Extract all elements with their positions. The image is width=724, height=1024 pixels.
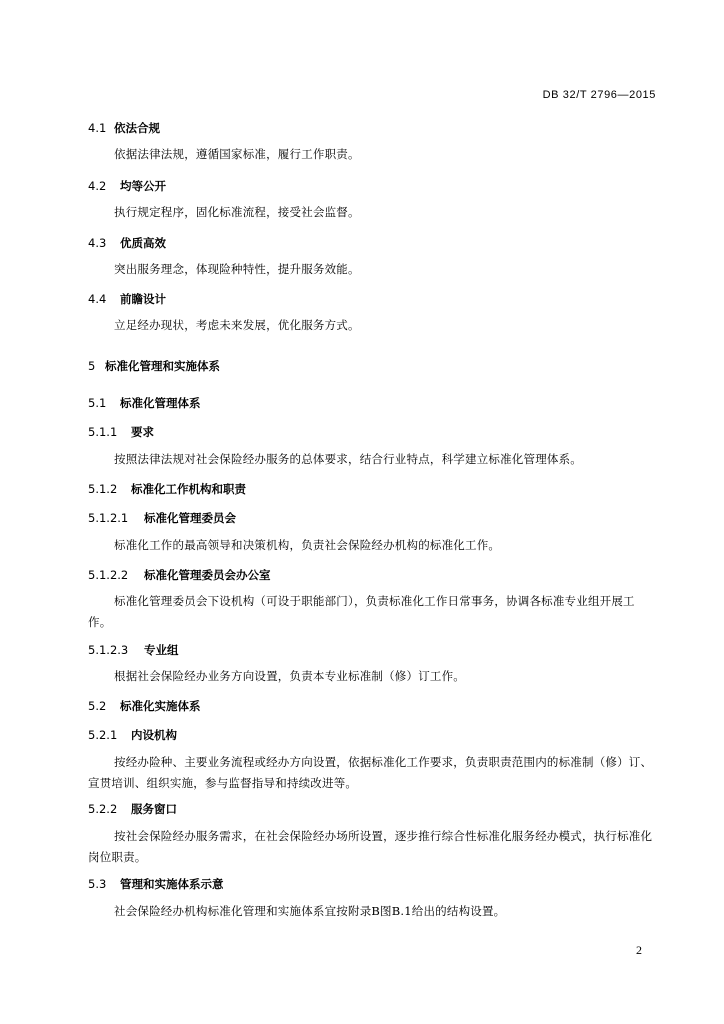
section-title: 优质高效: [120, 236, 166, 250]
section-title: 标准化管理体系: [120, 396, 201, 410]
section-number: 5.3: [88, 877, 107, 891]
section-title: 内设机构: [131, 728, 177, 742]
section-heading-4-3: [88, 235, 166, 251]
section-heading-5-1-2-3: [88, 642, 179, 658]
section-title: 前瞻设计: [120, 292, 166, 306]
section-number: 4.3: [88, 236, 107, 250]
section-heading-4-1: [88, 120, 160, 136]
section-title: 标准化管理和实施体系: [105, 359, 220, 373]
section-heading-5: [88, 358, 220, 374]
section-title: 依法合规: [114, 121, 160, 135]
section-title: 管理和实施体系示意: [120, 877, 224, 891]
section-number: 5.1.2.3: [88, 643, 129, 657]
section-number: 4.1: [88, 121, 107, 135]
section-heading-5-1: [88, 395, 201, 411]
page-number: 2: [636, 943, 642, 957]
section-title: 标准化工作机构和职责: [131, 482, 246, 496]
section-number: 5.2: [88, 699, 107, 713]
section-heading-5-2-1: [88, 727, 177, 743]
section-title: 标准化管理委员会办公室: [144, 568, 271, 582]
section-title: 均等公开: [120, 179, 166, 193]
section-heading-5-2-2: [88, 801, 177, 817]
paragraph: 执行规定程序，固化标准流程，接受社会监督。: [114, 205, 360, 219]
section-number: 5.1.2.2: [88, 568, 129, 582]
section-number: 5.1.1: [88, 425, 118, 439]
paragraph: 按社会保险经办服务需求，在社会保险经办场所设置，逐步推行综合性标准化服务经办模式，执行标准化岗位职责。: [88, 829, 653, 864]
section-number: 5.1: [88, 396, 107, 410]
section-title: 服务窗口: [131, 802, 177, 816]
section-heading-5-1-2-2: [88, 567, 271, 583]
section-heading-5-1-2: [88, 481, 246, 497]
section-title: 标准化管理委员会: [144, 511, 236, 525]
paragraph: 标准化工作的最高领导和决策机构，负责社会保险经办机构的标准化工作。: [114, 538, 501, 552]
section-number: 5: [88, 359, 96, 373]
section-heading-5-3: [88, 876, 224, 892]
section-number: 5.2.2: [88, 802, 118, 816]
section-heading-5-1-2-1: [88, 510, 236, 526]
section-number: 5.1.2: [88, 482, 118, 496]
section-heading-5-2: [88, 698, 201, 714]
paragraph: 立足经办现状，考虑未来发展，优化服务方式。: [114, 318, 360, 332]
paragraph: 根据社会保险经办业务方向设置，负责本专业标准制（修）订工作。: [114, 669, 465, 683]
standard-code: DB 32/T 2796—2015: [542, 89, 656, 101]
section-title: 标准化实施体系: [120, 699, 201, 713]
paragraph: 社会保险经办机构标准化管理和实施体系宜按附录B图B.1给出的结构设置。: [114, 904, 506, 918]
section-number: 5.2.1: [88, 728, 118, 742]
section-number: 4.4: [88, 292, 107, 306]
paragraph: 按经办险种、主要业务流程或经办方向设置，依据标准化工作要求，负责职责范围内的标准制（修）订、宣贯培训、组织实施，参与监督指导和持续改进等。: [88, 755, 653, 790]
paragraph: 依据法律法规，遵循国家标准，履行工作职责。: [114, 147, 360, 161]
section-heading-4-4: [88, 291, 166, 307]
section-number: 4.2: [88, 179, 107, 193]
paragraph: 突出服务理念，体现险种特性，提升服务效能。: [114, 262, 360, 276]
section-title: 要求: [131, 425, 154, 439]
section-heading-5-1-1: [88, 424, 154, 440]
paragraph: 标准化管理委员会下设机构（可设于职能部门），负责标准化工作日常事务，协调各标准专业组开展工作。: [88, 594, 635, 629]
paragraph: 按照法律法规对社会保险经办服务的总体要求，结合行业特点，科学建立标准化管理体系。: [114, 452, 582, 466]
section-heading-4-2: [88, 178, 166, 194]
section-number: 5.1.2.1: [88, 511, 129, 525]
section-title: 专业组: [144, 643, 179, 657]
